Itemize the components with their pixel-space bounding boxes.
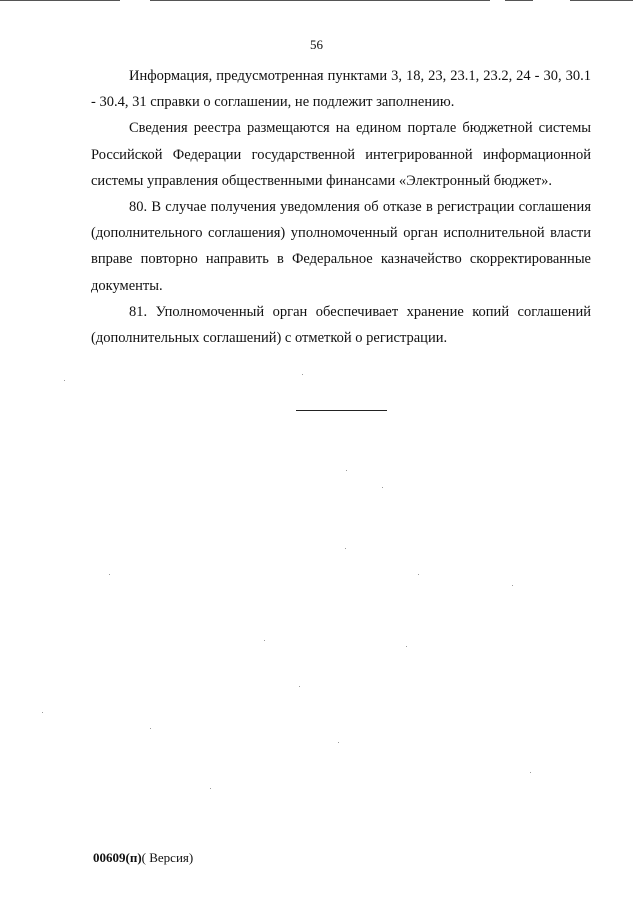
paragraph-registry-publication: Сведения реестра размещаются на едином портале бюджетной системы Российской Федерации государственной интегрированной информационной системы управления общественными финансами «Электронный бюджет». xyxy=(91,120,591,189)
document-code: 00609(п) xyxy=(93,850,142,865)
end-of-text-rule xyxy=(296,410,387,411)
paragraph-80-refusal: 80. В случае получения уведомления об отказе в регистрации соглашения (дополнительного соглашения) уполномоченный орган исполнительной власти вправе повторно направить в Федеральное казначейство скорректированные документы. xyxy=(91,199,591,294)
paragraph-81-storage: 81. Уполномоченный орган обеспечивает хранение копий соглашений (дополнительных соглашений) с отметкой о регистрации. xyxy=(91,303,591,347)
document-version: ( Версия) xyxy=(141,850,194,865)
scan-top-edge xyxy=(0,0,633,3)
document-footer xyxy=(93,850,193,866)
page-number: 56 xyxy=(310,37,323,52)
document-body xyxy=(91,63,591,351)
paragraph-info-not-filled: Информация, предусмотренная пунктами 3, 18, 23, 23.1, 23.2, 24 - 30, 30.1 - 30.4, 31 справки о соглашении, не подлежит заполнению. xyxy=(91,68,591,111)
